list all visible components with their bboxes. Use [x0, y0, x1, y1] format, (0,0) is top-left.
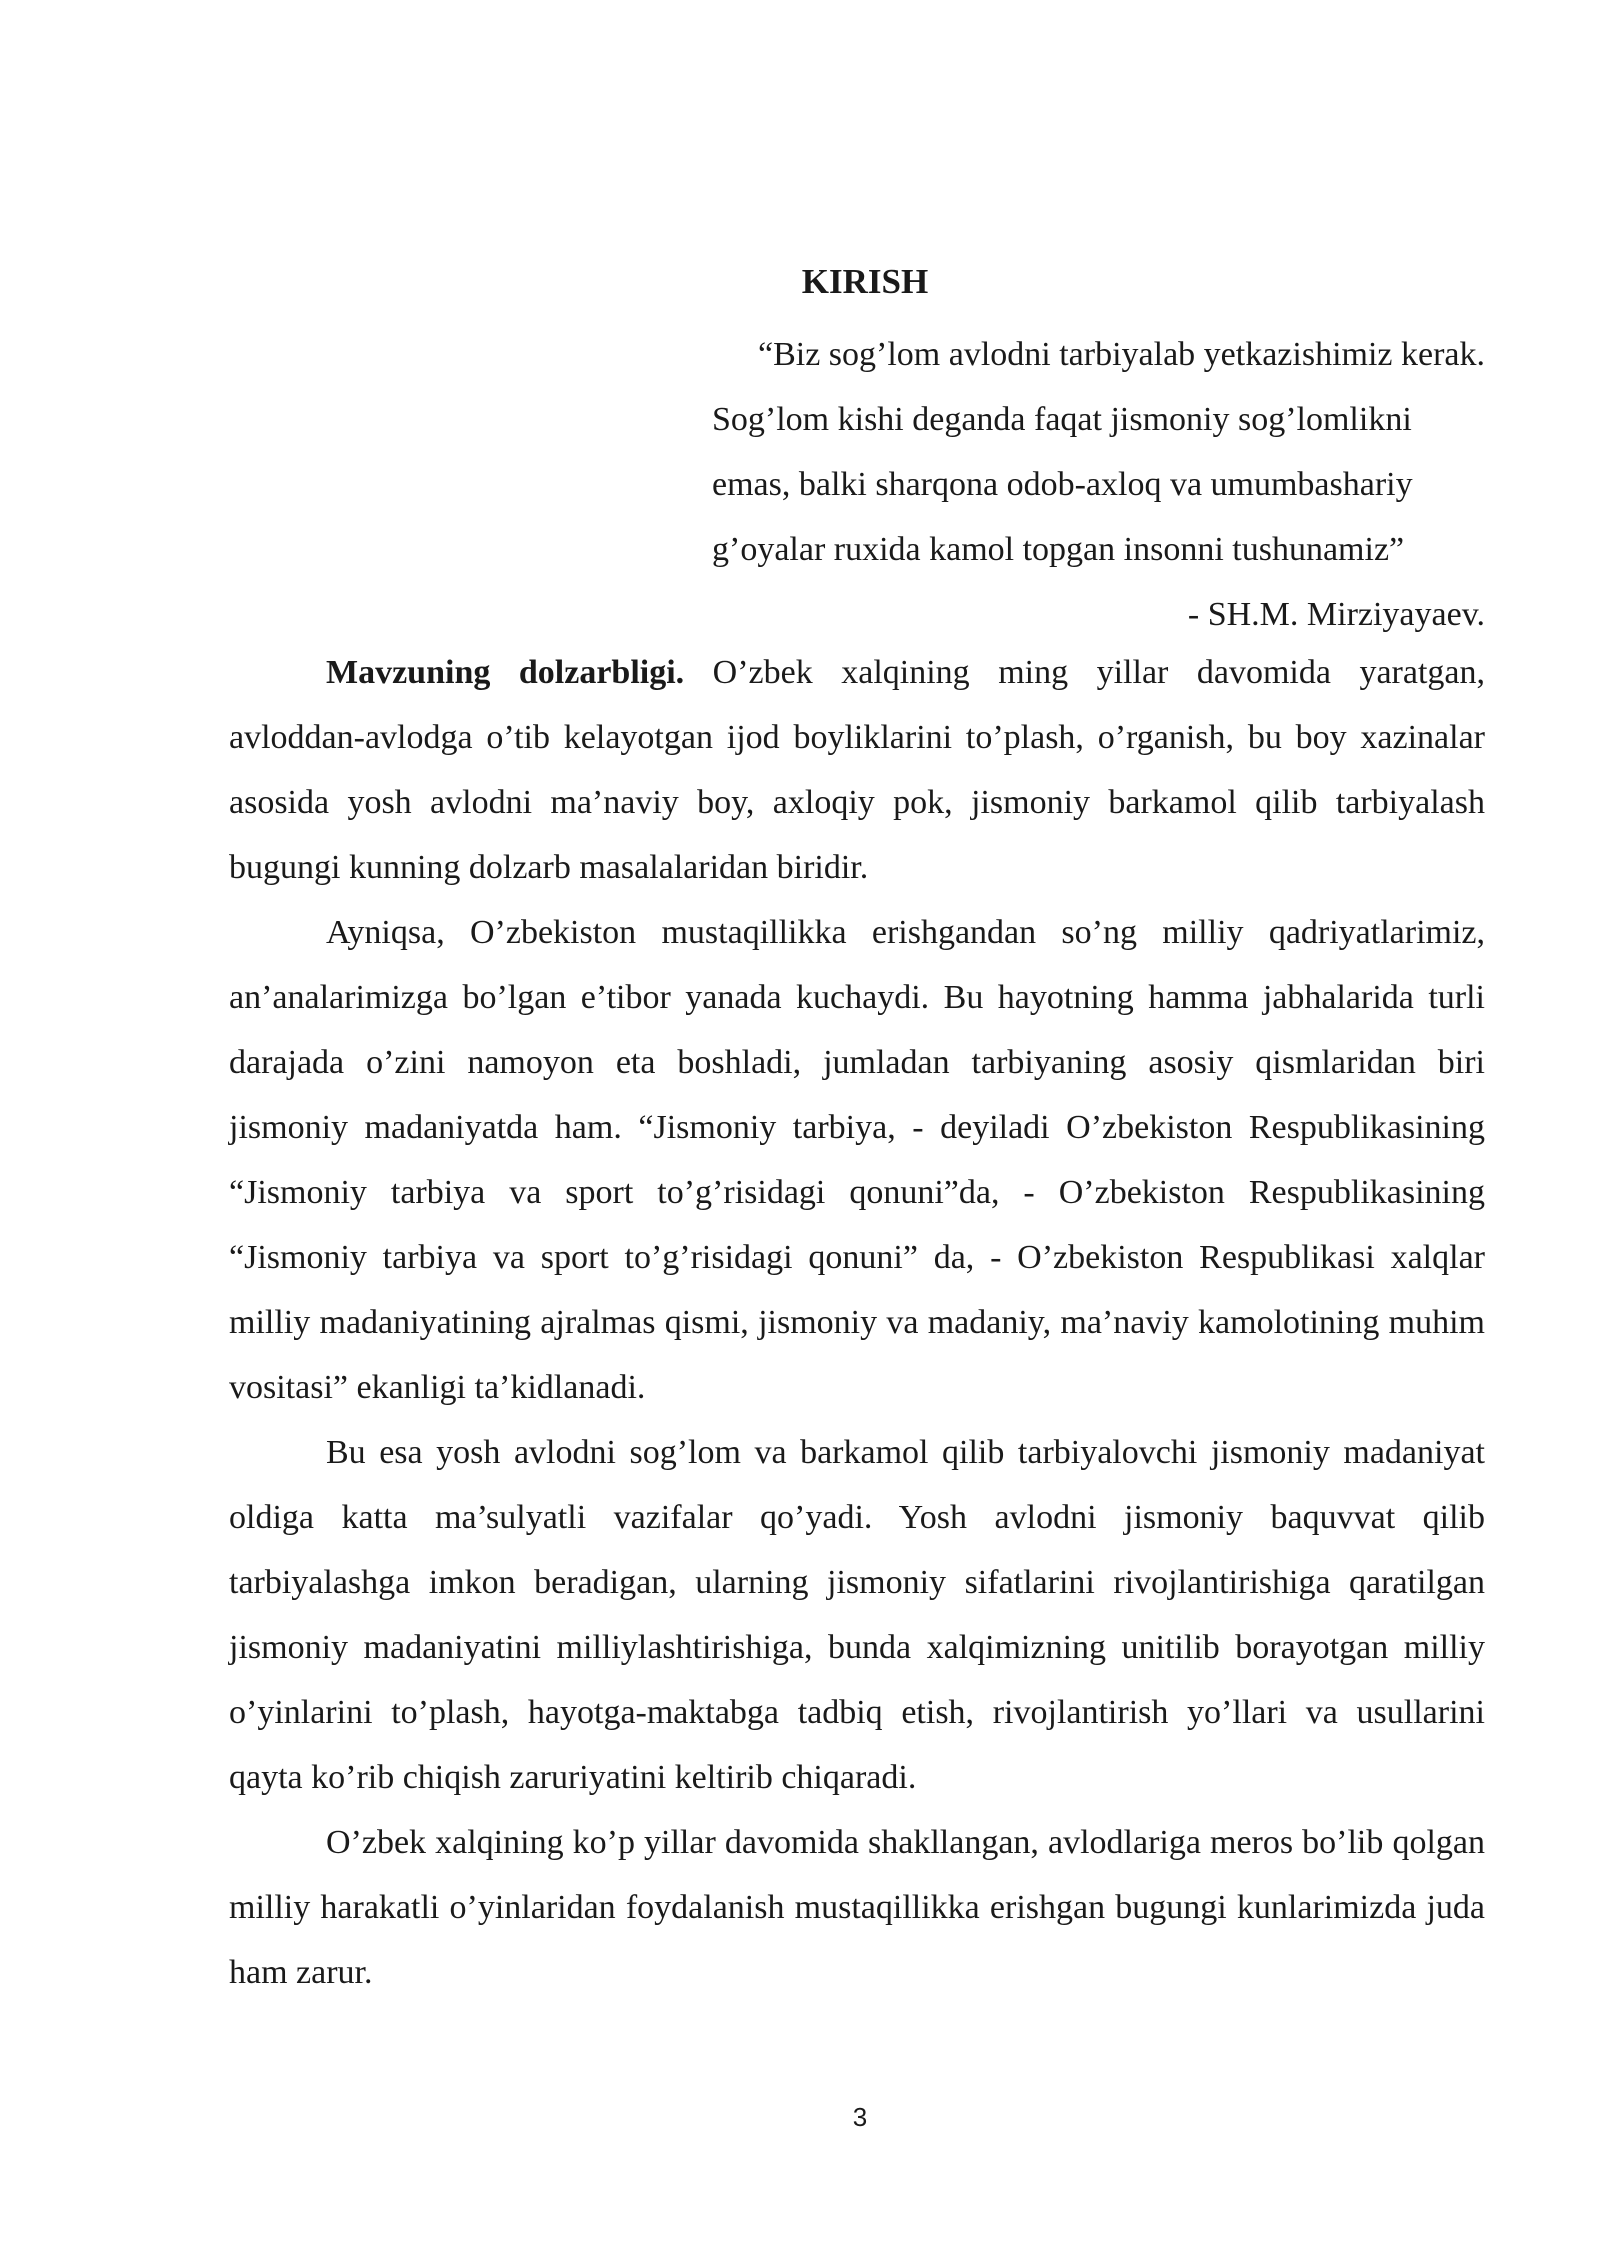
epigraph-author: - SH.M. Mirziyayaev. [1187, 596, 1485, 633]
paragraph-text: O’zbek xalqining ming yillar davomida yaratgan, avloddan-avlodga o’tib kelayotgan ijod boyliklarini to’plash, o’rganish, bu boy xazinalar asosida yosh avlodni ma’naviy boy, axloqiy pok, jismoniy barkamol qilib tarbiyalash bugungi kunning dolzarb masalalaridan biridir. [229, 654, 1485, 886]
paragraph: O’zbek xalqining ko’p yillar davomida shakllangan, avlodlariga meros bo’lib qolgan milliy harakatli o’yinlaridan foydalanish mustaqillikka erishgan bugungi kunlarimizda juda ham zarur. [229, 1824, 1485, 1991]
page-number: 3 [852, 2102, 868, 2132]
paragraph: Bu esa yosh avlodni sog’lom va barkamol qilib tarbiyalovchi jismoniy madaniyat oldiga katta ma’sulyatli vazifalar qo’yadi. Yosh avlodni jismoniy baquvvat qilib tarbiyalashga imkon beradigan, ularning jismoniy sifatlarini rivojlantirishiga qaratilgan jismoniy madaniyatini milliylashtirishiga, bunda xalqimizning unitilib borayotgan milliy o’yinlarini to’plash, hayotga-maktabga tadbiq etish, rivojlantirish yo’llari va usullarini qayta ko’rib chiqish zaruriyatini keltirib chiqaradi. [229, 1434, 1485, 1796]
document-body [229, 640, 1485, 2005]
epigraph-line: “Biz sog’lom avlodni tarbiyalab yetkazishimiz kerak. [758, 336, 1485, 373]
epigraph-line: g’oyalar ruxida kamol topgan insonni tushunamiz” [712, 531, 1405, 568]
paragraph-lead-bold: Mavzuning dolzarbligi. [326, 654, 685, 691]
epigraph-line: Sog’lom kishi deganda faqat jismoniy sog’lomlikni [712, 401, 1412, 438]
epigraph-line: emas, balki sharqona odob-axloq va umumbashariy [712, 466, 1413, 503]
paragraph: Ayniqsa, O’zbekiston mustaqillikka erishgandan so’ng milliy qadriyatlarimiz, an’analarimizga bo’lgan e’tibor yanada kuchaydi. Bu hayotning hamma jabhalarida turli darajada o’zini namoyon eta boshladi, jumladan tarbiyaning asosiy qismlaridan biri jismoniy madaniyatda ham. “Jismoniy tarbiya, - deyiladi O’zbekiston Respublikasining “Jismoniy tarbiya va sport to’g’risidagi qonuni”da, - O’zbekiston Respublikasining “Jismoniy tarbiya va sport to’g’risidagi qonuni” da, - O’zbekiston Respublikasi xalqlar milliy madaniyatining ajralmas qismi, jismoniy va madaniy, ma’naviy kamolotining muhim vositasi” ekanligi ta’kidlanadi. [229, 914, 1485, 1406]
section-heading: KIRISH [801, 262, 929, 301]
paragraph-relevance [229, 640, 1485, 900]
epigraph-quote [640, 322, 1485, 647]
